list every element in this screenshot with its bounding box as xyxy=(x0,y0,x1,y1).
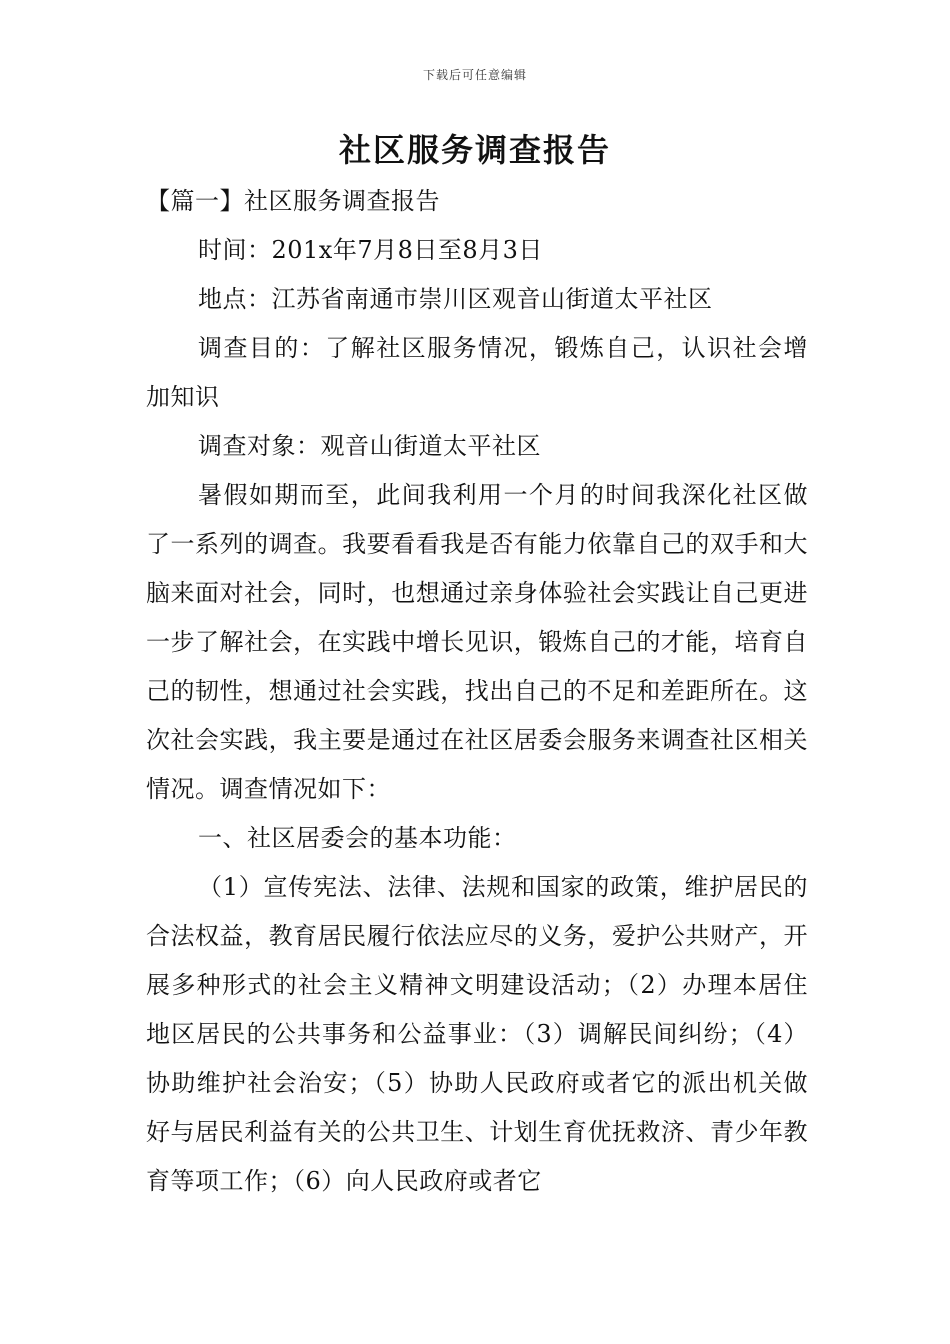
paragraph-location: 地点：江苏省南通市崇川区观音山街道太平社区 xyxy=(198,285,713,313)
header-note: 下载后可任意编辑 xyxy=(422,68,527,82)
document-title: 社区服务调查报告 xyxy=(338,131,611,169)
section-heading: 【篇一】社区服务调查报告 xyxy=(146,187,440,215)
paragraph-purpose: 调查目的：了解社区服务情况，锻炼自己，认识社会增加知识 xyxy=(146,334,808,411)
paragraph-subject: 调查对象：观音山街道太平社区 xyxy=(198,432,541,460)
paragraph-time: 时间：201x年7月8日至8月3日 xyxy=(198,236,543,264)
document-body xyxy=(146,177,808,1206)
paragraph-intro: 暑假如期而至，此间我利用一个月的时间我深化社区做了一系列的调查。我要看看我是否有能力依靠自己的双手和大脑来面对社会，同时，也想通过亲身体验社会实践让自己更进一步了解社会，在实践中增长见识，锻炼自己的才能，培育自己的韧性，想通过社会实践，找出自己的不足和差距所在。这次社会实践，我主要是通过在社区居委会服务来调查社区相关情况。调查情况如下： xyxy=(146,481,808,803)
subheading-functions: 一、社区居委会的基本功能： xyxy=(198,824,517,852)
paragraph-functions: （1）宣传宪法、法律、法规和国家的政策，维护居民的合法权益，教育居民履行依法应尽的义务，爱护公共财产，开展多种形式的社会主义精神文明建设活动；（2）办理本居住地区居民的公共事务和公益事业：（3）调解民间纠纷；（4）协助维护社会治安；（5）协助人民政府或者它的派出机关做好与居民利益有关的公共卫生、计划生育优抚救济、青少年教育等项工作；（6）向人民政府或者它 xyxy=(146,873,808,1195)
